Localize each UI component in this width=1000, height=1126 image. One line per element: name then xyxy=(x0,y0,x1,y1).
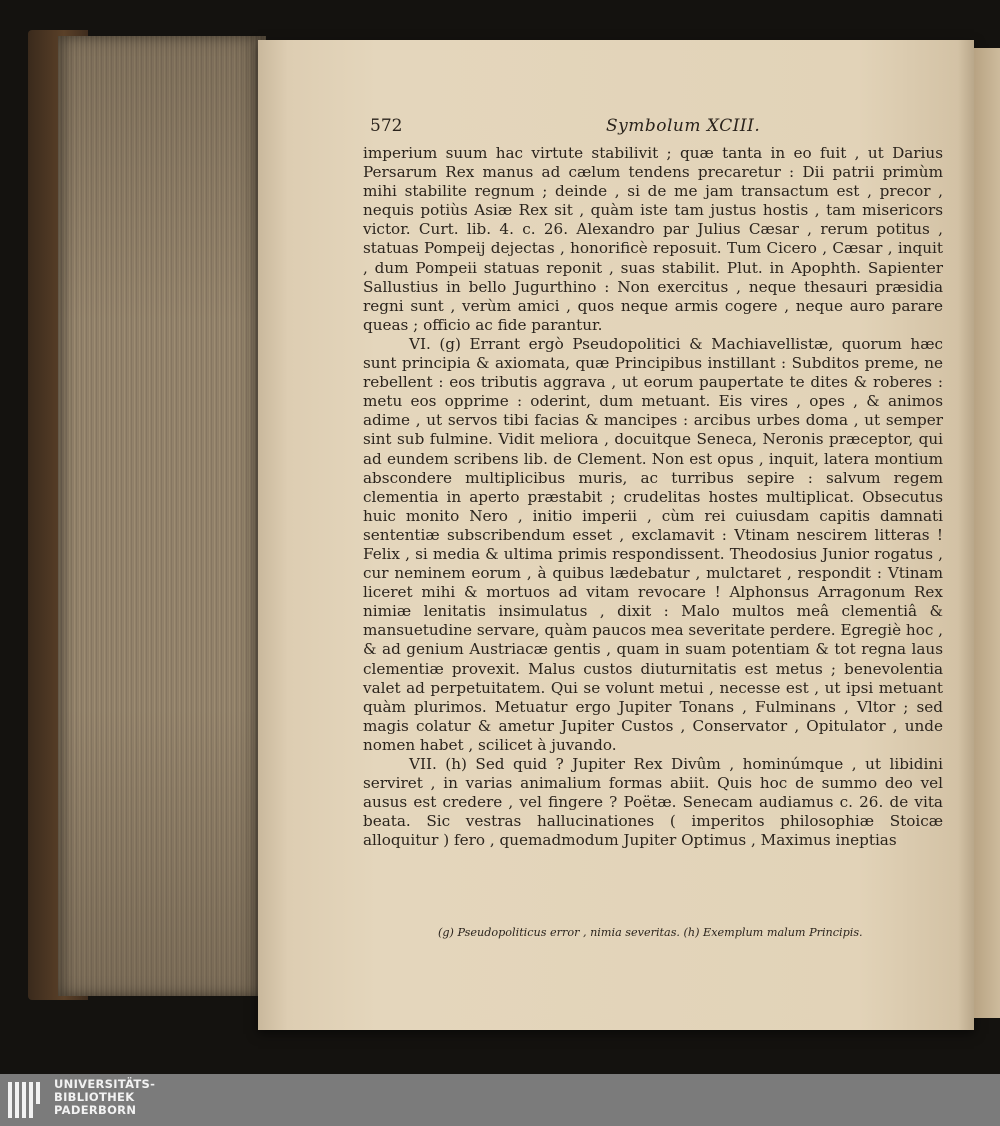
page-edges xyxy=(58,36,266,996)
paragraph-3: VII. (h) Sed quid ? Jupiter Rex Divûm , hominúmque , ut libidini serviret , in varias animalium formas abiit. Quis hoc de summo deo vel ausus est credere , vel fingere ? Poëtæ. Senecam audiamus c. 26. de vita beata. Sic vestras hallucinationes ( imperitos philosophiæ Stoicæ alloquitur ) fero , quemadmodum Jupiter Optimus , Maximus ineptias xyxy=(363,755,943,850)
page-number: 572 xyxy=(370,116,403,136)
library-name-line: UNIVERSITÄTS- xyxy=(54,1077,156,1091)
library-name-line: BIBLIOTHEK xyxy=(54,1090,135,1104)
footer-bar xyxy=(0,1074,1000,1126)
paragraph-2: VI. (g) Errant ergò Pseudopolitici & Machiavellistæ, quorum hæc sunt principia & axiomata, quæ Principibus instillant : Subditos preme, ne rebellent : eos tributis aggrava , ut eorum paupertate te dites & roberes : metu eos opprime : oderint, dum metuant. Eis vires , opes , & animos adime , ut servos tibi facias & mancipes : arcibus urbes doma , ut semper sint sub fulmine. Vidit meliora , docuitque Seneca, Neronis præceptor, qui ad eundem scribens lib. de Clement. Non est opus , inquit, latera montium abscondere multiplicibus muris, ac turribus sepire : salvum regem clementia in aperto præstabit ; crudelitas hostes multiplicat. Obsecutus huic monito Nero , initio imperii , cùm rei cuiusdam capitis damnati sententiæ subscribendum esset , exclamavit : Vtinam nescirem litteras ! Felix , si media & ultima primis respondissent. Theodosius Junior rogatus , cur neminem eorum , à quibus lædebatur , mulctaret , respondit : Vtinam liceret mihi & mortuos ad vitam revocare ! Alphonsus Arragonum Rex nimiæ lenitatis insimulatus , dixit : Malo multos meâ clementiâ & mansuetudine servare, quàm paucos mea severitate perdere. Egregiè hoc , & ad genium Austriacæ gentis , quam in suam potentiam & tot regna laus clementiæ provexit. Malus custos diuturnitatis est metus ; benevolentia valet ad perpetuitatem. Qui se volunt metui , necesse est , ut ipsi metuant quàm plurimos. Metuatur ergo Jupiter Tonans , Fulminans , Vltor ; sed magis colatur & ametur Jupiter Custos , Conservator , Opitulator , unde nomen habet , scilicet à juvando. xyxy=(363,334,943,754)
library-logo-icon xyxy=(6,1080,46,1120)
page-header xyxy=(370,116,890,140)
facing-page-edge xyxy=(974,48,1000,1018)
library-name xyxy=(54,1078,155,1117)
running-title: Symbolum XCIII. xyxy=(606,116,761,136)
paragraph-1: imperium suum hac virtute stabilivit ; quæ tanta in eo fuit , ut Darius Persarum Rex manus ad cælum tendens precaretur : Dii patrii primùm mihi stabilite regnum ; deinde , si de me jam transactum est , precor , nequis potiùs Asiæ Rex sit , quàm iste tam justus hostis , tam misericors victor. Curt. lib. 4. c. 26. Alexandro par Julius Cæsar , rerum potitus , statuas Pompeij dejectas , honorificè reposuit. Tum Cicero , Cæsar , inquit , dum Pompeii statuas reponit , suas stabilit. Plut. in Apophth. Sapienter Sallustius in bello Jugurthino : Non exercitus , neque thesauri præsidia regni sunt , verùm amici , quos neque armis cogere , neque auro parare queas ; officio ac fide parantur. xyxy=(363,144,943,334)
body-text xyxy=(363,144,943,850)
library-name-line: PADERBORN xyxy=(54,1103,137,1117)
book-page xyxy=(258,40,974,1030)
footnotes: (g) Pseudopoliticus error , nimia severitas. (h) Exemplum malum Principis. xyxy=(438,926,863,939)
